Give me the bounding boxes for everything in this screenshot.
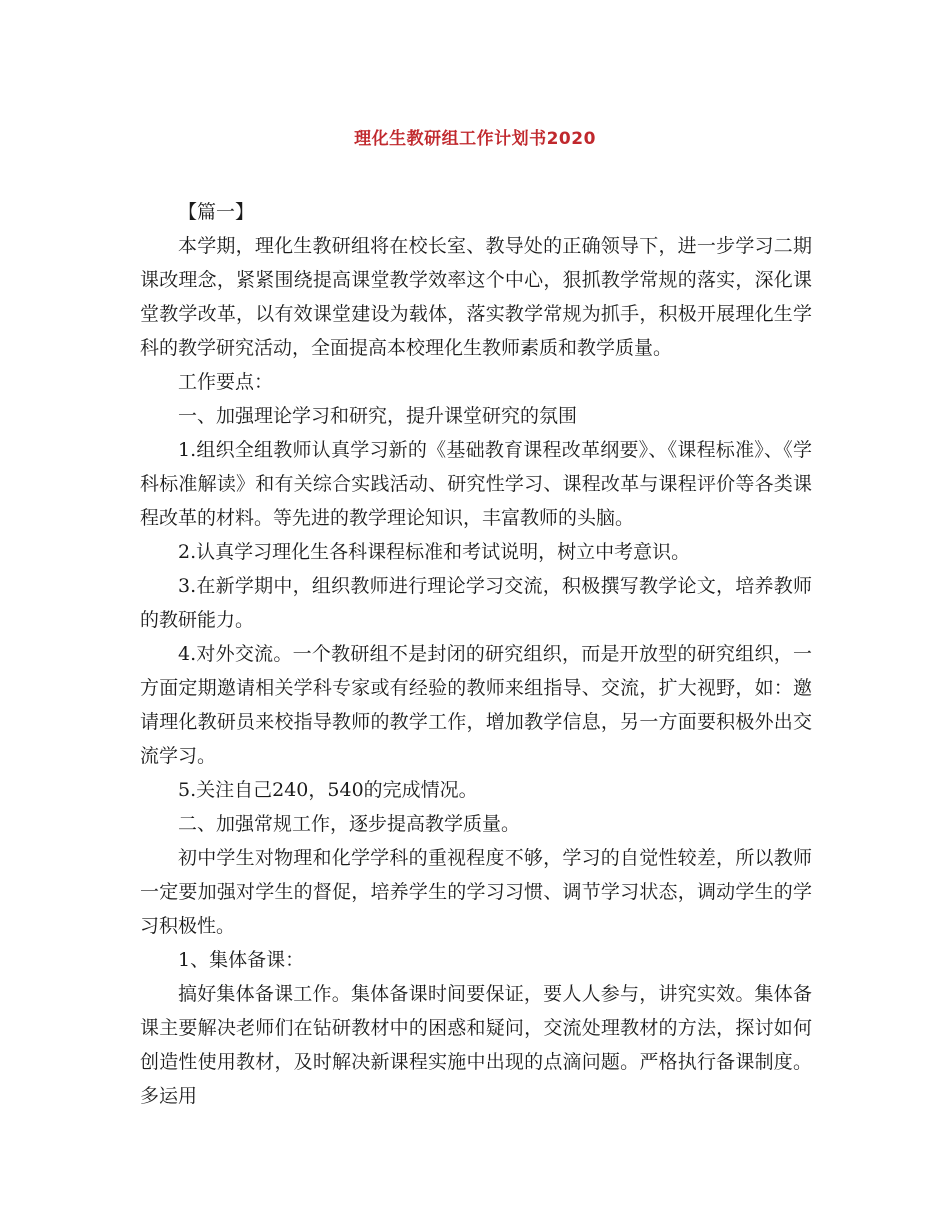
paragraph: 3.在新学期中，组织教师进行理论学习交流，积极撰写教学论文，培养教师的教研能力。 [140, 575, 812, 631]
paragraph: 2.认真学习理化生各科课程标准和考试说明，树立中考意识。 [178, 541, 691, 563]
paragraph: 初中学生对物理和化学学科的重视程度不够，学习的自觉性较差，所以教师一定要加强对学生的督促，培养学生的学习习惯、调节学习状态，调动学生的学习积极性。 [140, 847, 812, 937]
document-title: 理化生教研组工作计划书2020 [354, 129, 596, 149]
paragraph: 工作要点： [178, 371, 274, 393]
document-body [140, 195, 812, 1113]
paragraph: 搞好集体备课工作。集体备课时间要保证，要人人参与，讲究实效。集体备课主要解决老师们在钻研教材中的困惑和疑问，交流处理教材的方法，探讨如何创造性使用教材，及时解决新课程实施中出现的点滴问题。严格执行备课制度。多运用 [140, 983, 812, 1107]
section-heading: 【篇一】 [178, 201, 255, 223]
paragraph: 本学期，理化生教研组将在校长室、教导处的正确领导下，进一步学习二期课改理念，紧紧围绕提高课堂教学效率这个中心，狠抓教学常规的落实，深化课堂教学改革，以有效课堂建设为载体，落实教学常规为抓手，积极开展理化生学科的教学研究活动，全面提高本校理化生教师素质和教学质量。 [140, 235, 812, 359]
paragraph: 1.组织全组教师认真学习新的《基础教育课程改革纲要》、《课程标准》、《学科标准解读》和有关综合实践活动、研究性学习、课程改革与课程评价等各类课程改革的材料。等先进的教学理论知识，丰富教师的头脑。 [140, 439, 812, 529]
paragraph: 二、加强常规工作，逐步提高教学质量。 [178, 813, 521, 835]
paragraph: 5.关注自己240，540的完成情况。 [178, 779, 478, 801]
paragraph: 4.对外交流。一个教研组不是封闭的研究组织，而是开放型的研究组织，一方面定期邀请相关学科专家或有经验的教师来组指导、交流，扩大视野，如：邀请理化教研员来校指导教师的教学工作，增加教学信息，另一方面要积极外出交流学习。 [140, 643, 812, 767]
paragraph: 1、集体备课： [178, 949, 305, 971]
paragraph: 一、加强理论学习和研究，提升课堂研究的氛围 [178, 405, 578, 427]
